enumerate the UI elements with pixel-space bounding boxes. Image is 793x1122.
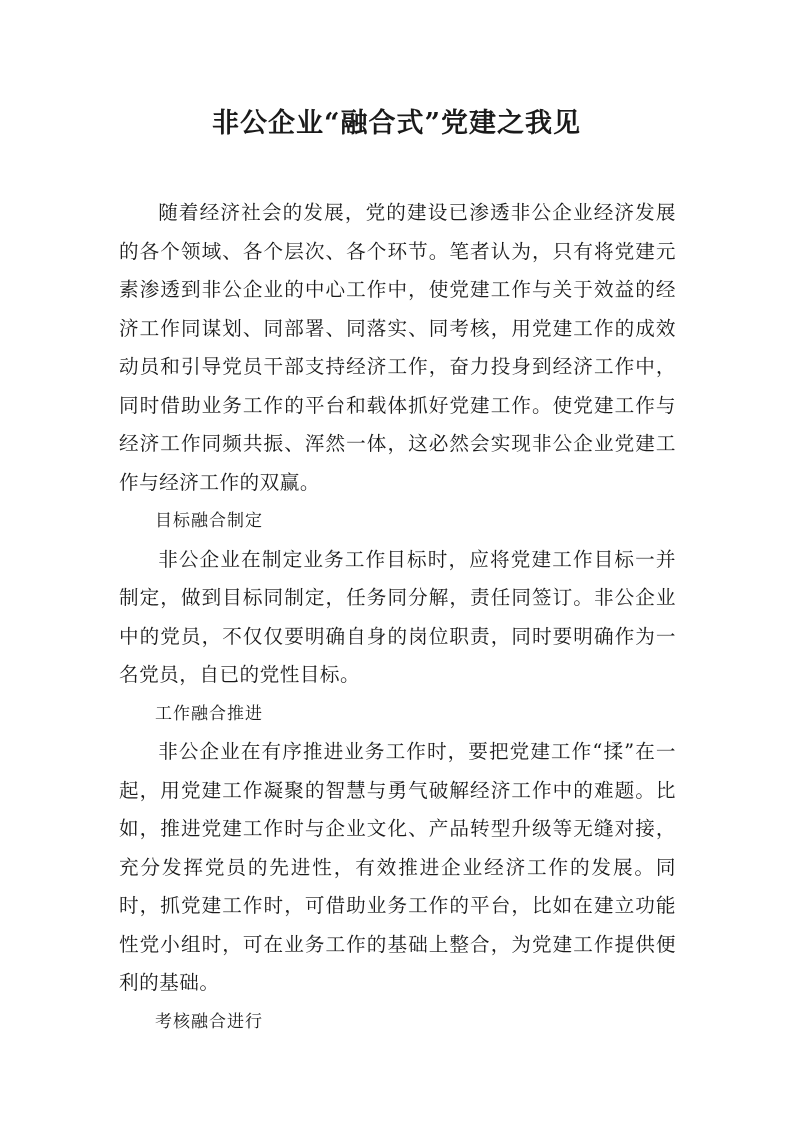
paragraph-goal-integration: 非公企业在制定业务工作目标时，应将党建工作目标一并制定，做到目标同制定，任务同分解，责任同签订。非公企业中的党员，不仅仅要明确自身的岗位职责，同时要明确作为一名党员，自已的党性目标。 xyxy=(119,547,676,686)
document-title: 非公企业“融合式”党建之我见 xyxy=(211,108,582,139)
section-heading-assessment-integration: 考核融合进行 xyxy=(155,1011,263,1032)
section-heading-work-integration: 工作融合推进 xyxy=(155,703,263,724)
document-body xyxy=(119,194,676,1041)
paragraph-intro: 随着经济社会的发展，党的建设已渗透非公企业经济发展的各个领域、各个层次、各个环节。笔者认为，只有将党建元素渗透到非公企业的中心工作中，使党建工作与关于效益的经济工作同谋划、同部署、同落实、同考核，用党建工作的成效动员和引导党员干部支持经济工作，奋力投身到经济工作中，同时借助业务工作的平台和载体抓好党建工作。使党建工作与经济工作同频共振、浑然一体，这必然会实现非公企业党建工作与经济工作的双赢。 xyxy=(119,201,676,494)
section-heading-goal-integration: 目标融合制定 xyxy=(155,511,263,531)
paragraph-work-integration: 非公企业在有序推进业务工作时，要把党建工作“揉”在一起，用党建工作凝聚的智慧与勇气破解经济工作中的难题。比如，推进党建工作时与企业文化、产品转型升级等无缝对接，充分发挥党员的先进性，有效推进企业经济工作的发展。同时，抓党建工作时，可借助业务工作的平台，比如在建立功能性党小组时，可在业务工作的基础上整合，为党建工作提供便利的基础。 xyxy=(119,740,676,994)
